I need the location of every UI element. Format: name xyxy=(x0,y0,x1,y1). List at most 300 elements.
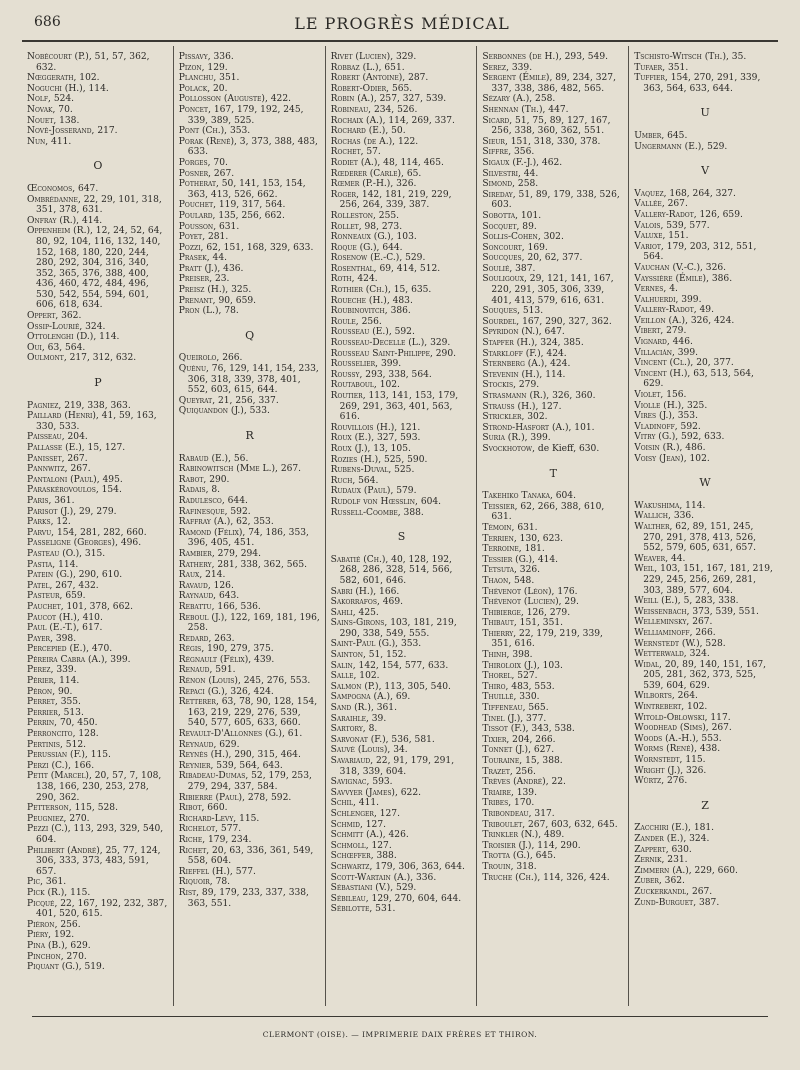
index-entry: Woods (A.-H.), 553. xyxy=(634,733,722,744)
index-entry: Nolf, 524. xyxy=(27,94,75,105)
index-entry: Vincent (H.), 63, 513, 564, 629. xyxy=(634,368,754,390)
index-entry: Raux, 214. xyxy=(178,570,226,581)
index-columns xyxy=(22,46,780,1006)
index-entry: Queyrat, 21, 256, 337. xyxy=(178,395,279,406)
index-entry: Sahli, 425. xyxy=(330,607,379,618)
index-entry: Rénon (Louis), 245, 276, 553. xyxy=(178,676,311,687)
index-entry: Planchu, 351. xyxy=(178,73,240,84)
index-entry: Riquoir, 78. xyxy=(178,877,231,888)
index-entry: Petterson, 115, 528. xyxy=(27,803,118,814)
letter-heading: T xyxy=(549,466,557,480)
index-entry: Roule, 256. xyxy=(330,316,382,327)
index-entry: Revault-D'Allonnes (G.), 61. xyxy=(178,729,303,740)
index-entry: Novak, 70. xyxy=(27,104,73,115)
index-entry: Pousson, 631. xyxy=(178,221,240,232)
index-entry: Rochard (E.), 50. xyxy=(330,126,406,137)
index-entry: Vernes, 4. xyxy=(634,284,678,295)
index-entry: Œconomos, 647. xyxy=(27,183,99,194)
index-entry: Rœmer (P.-H.), 326. xyxy=(330,179,417,190)
index-entry: Robbaz (L.), 651. xyxy=(330,62,405,73)
index-entry: Pratt (J.), 436. xyxy=(178,263,244,274)
index-entry: Parvu, 154, 281, 282, 660. xyxy=(27,527,147,538)
index-entry: Tessier (G.), 414. xyxy=(482,554,559,565)
index-column-5 xyxy=(628,46,780,1006)
index-entry: Prenant, 90, 659. xyxy=(178,295,257,306)
index-entry: Rosenthal, 69, 414, 512. xyxy=(330,263,441,274)
index-entry: Veillon (A.), 326, 424. xyxy=(634,315,735,326)
index-entry: Poncet, 167, 179, 192, 245, 339, 389, 525. xyxy=(178,104,304,126)
index-entry: Vauchan (V.-C.), 326. xyxy=(634,262,727,273)
index-entry: Rousseau Saint-Philippe, 290. xyxy=(330,348,457,359)
index-entry: Weil, 103, 151, 167, 181, 219, 229, 245, 256, 269, 281, 303, 389, 577, 604. xyxy=(634,564,773,596)
page-header xyxy=(28,14,776,36)
index-entry: Valhuerdi, 399. xyxy=(634,294,702,305)
index-entry: Wintrebert, 102. xyxy=(634,702,708,713)
index-entry: Weaver, 44. xyxy=(634,553,686,564)
index-entry: Ruch, 564. xyxy=(330,475,379,486)
index-entry: Sireday, 51, 89, 179, 338, 526, 603. xyxy=(482,189,620,211)
index-entry: Rist, 89, 179, 233, 337, 338, 363, 551. xyxy=(178,887,309,909)
index-entry: Saraihle, 39. xyxy=(330,713,387,724)
letter-heading: R xyxy=(245,429,254,442)
index-entry: Routier, 113, 141, 153, 179, 269, 291, 363, 401, 563, 616. xyxy=(330,391,459,423)
index-entry: Piquant (G.), 519. xyxy=(27,962,105,973)
index-entry: Pezzi (C.), 113, 293, 329, 540, 604. xyxy=(27,824,164,845)
index-entry: Tuffier, 154, 270, 291, 339, 363, 564, 633, 644. xyxy=(634,73,761,94)
index-entry: Piéron, 256. xyxy=(27,919,81,930)
index-entry: Zuckerkandl, 267. xyxy=(634,886,713,897)
index-entry: Rabinowitsch (Mme L.), 267. xyxy=(178,464,302,475)
index-entry: Wilborts, 264. xyxy=(634,691,698,702)
index-entry: Trotta (G.), 645. xyxy=(482,851,556,862)
index-entry: Vincent (Cl.), 20, 377. xyxy=(634,358,734,369)
index-entry: Pic, 361. xyxy=(27,877,67,888)
index-entry: Valuxe, 151. xyxy=(634,231,689,242)
index-entry: Perret, 355. xyxy=(27,697,81,708)
index-entry: Retterer, 63, 78, 90, 128, 154, 163, 219, 229, 276, 539, 540, 577, 605, 633, 660. xyxy=(178,697,318,729)
index-entry: Pick (R.), 115. xyxy=(27,887,91,898)
index-entry: Sand (R.), 361. xyxy=(330,703,397,714)
index-entry: Passeligne (Georges), 496. xyxy=(27,538,142,549)
index-entry: Sains-Girons, 103, 181, 219, 290, 338, 549, 555. xyxy=(330,618,457,639)
index-entry: Nouet, 138. xyxy=(27,115,80,126)
index-entry: Vallery-Radot, 49. xyxy=(634,305,714,316)
index-entry: Rochaix (A.), 114, 269, 337. xyxy=(330,115,455,126)
index-entry: Schil, 411. xyxy=(330,798,380,809)
index-entry: Pastia, 114. xyxy=(27,559,79,570)
index-entry: Sébileau, 129, 270, 604, 644. xyxy=(330,893,462,904)
index-entry: Preiser, 23. xyxy=(178,274,230,285)
index-entry: Nun, 411. xyxy=(27,136,72,147)
index-entry: Paraskérovoulos, 154. xyxy=(27,485,122,496)
index-entry: Raynaud, 643. xyxy=(178,591,240,602)
index-entry: Prasek, 44. xyxy=(178,253,227,264)
index-entry: Ramond (Félix), 74, 186, 353, 396, 405, 451. xyxy=(178,527,309,549)
index-entry: Tixier, 204, 266. xyxy=(482,734,556,745)
index-entry: Vignard, 446. xyxy=(634,337,693,348)
index-entry: Perroncito, 128. xyxy=(27,729,99,740)
index-entry: Sampogna (A.), 69. xyxy=(330,692,411,703)
index-entry: Stockis, 279. xyxy=(482,380,540,391)
index-entry: Soulié, 387. xyxy=(482,263,536,274)
index-entry: Paris, 361. xyxy=(27,495,75,506)
index-entry: Shennan (Th.), 447. xyxy=(482,104,569,115)
index-entry: Pozzi, 62, 151, 168, 329, 633. xyxy=(178,242,314,253)
index-entry: Umber, 645. xyxy=(634,130,688,141)
index-entry: Zimmern (A.), 229, 660. xyxy=(634,865,738,876)
index-entry: Sourdel, 167, 290, 327, 362. xyxy=(482,316,612,327)
index-entry: Spyridon (N.), 647. xyxy=(482,327,565,338)
index-entry: Poulard, 135, 256, 662. xyxy=(178,210,285,221)
index-entry: Worms (René), 438. xyxy=(634,744,721,755)
index-entry: Perussian (F.), 115. xyxy=(27,750,111,761)
index-entry: Voisy (Jean), 102. xyxy=(634,453,710,464)
index-entry: Picqué, 22, 167, 192, 232, 387, 401, 520, 615. xyxy=(27,898,168,920)
index-entry: Quénu, 76, 129, 141, 154, 233, 306, 318, 339, 378, 401, 552, 603, 615, 644. xyxy=(178,364,319,396)
index-entry: Troisier (J.), 114, 290. xyxy=(482,840,581,851)
index-entry: Savvyer (James), 622. xyxy=(330,787,422,798)
letter-heading: Q xyxy=(245,328,255,342)
index-entry: Scott-Wartain (A.), 336. xyxy=(330,872,437,883)
index-entry: Vallée, 267. xyxy=(634,199,688,210)
index-entry: Schmid, 127. xyxy=(330,819,387,830)
index-column-4 xyxy=(476,46,628,1006)
index-entry: Ravaud, 126. xyxy=(178,580,234,591)
index-entry: Zander (E.), 324. xyxy=(634,834,710,844)
index-entry: Nœggerath, 102. xyxy=(27,73,100,84)
index-entry: Strickler, 302. xyxy=(482,412,548,423)
index-entry: Pasteau (O.), 315. xyxy=(27,548,106,559)
index-entry: Panisset, 267. xyxy=(27,453,88,464)
index-entry: Pantaloni (Paul), 495. xyxy=(27,474,123,485)
index-entry: Parisot (J.), 29, 279. xyxy=(27,506,117,517)
index-entry: Witold-Oblowski, 117. xyxy=(634,712,731,723)
letter-heading: P xyxy=(94,376,102,390)
index-entry: Wakushima, 114. xyxy=(634,500,706,511)
index-entry: Stapfer (H.), 324, 385. xyxy=(482,338,584,349)
index-entry: Roux (E.), 327, 593. xyxy=(330,433,421,444)
index-entry: Strond-Hasfort (A.), 101. xyxy=(482,422,595,433)
index-entry: Régis, 190, 279, 375. xyxy=(178,644,274,655)
index-entry: Peugniez, 270. xyxy=(27,813,90,824)
index-entry: Zuber, 362. xyxy=(634,876,685,887)
index-entry: Roth, 424. xyxy=(330,274,378,285)
index-entry: Roussy, 293, 338, 564. xyxy=(330,369,432,380)
index-entry: Pasteur, 659. xyxy=(27,591,86,602)
index-entry: Robert-Odier, 565. xyxy=(330,83,413,94)
index-entry: Terroine, 181. xyxy=(482,544,545,555)
index-entry: Soncourt, 169. xyxy=(482,242,548,253)
index-entry: Violle (H.), 325. xyxy=(634,400,708,411)
index-entry: Ribadeau-Dumas, 52, 179, 253, 279, 294, 337, 584. xyxy=(178,771,312,792)
index-entry: Percepied (E.), 470. xyxy=(27,644,113,655)
index-entry: Pouchet, 119, 317, 564. xyxy=(178,200,286,211)
index-entry: Oppenheim (R.), 12, 24, 52, 64, 80, 92, 104, 116, 132, 140, 152, 168, 180, 220, 244, 280, 292, 304, 316, 340, 352, 365, 376, 388, 400, 436, 460, 472, 484, 496, 530, 542, 554, 594, 601, 606, 618, 634. xyxy=(27,226,163,311)
index-entry: Paucot (H.), 410. xyxy=(27,612,103,623)
index-entry: Rousseau (E.), 592. xyxy=(330,327,415,338)
index-entry: Tetsuta, 326. xyxy=(482,565,541,576)
index-entry: Riche, 179, 234. xyxy=(178,834,252,845)
index-entry: Pertinis, 512. xyxy=(27,739,87,750)
index-entry: Tribondeau, 317. xyxy=(482,808,555,819)
index-entry: Sakorrafos, 469. xyxy=(330,597,403,608)
index-entry: Welliaminoff, 266. xyxy=(634,627,716,638)
index-entry: Rosenow (E.-C.), 529. xyxy=(330,253,426,264)
index-entry: Rambier, 279, 294. xyxy=(178,548,261,559)
index-entry: Thibierge, 126, 279. xyxy=(482,607,571,618)
index-entry: Stevenin (H.), 114. xyxy=(482,369,566,380)
index-entry: Serbonnes (de H.), 293, 549. xyxy=(482,52,609,62)
index-entry: Thévenot (Lucien), 29. xyxy=(482,597,579,608)
index-entry: Tufaer, 351. xyxy=(634,62,689,73)
index-entry: Wornstedt, 115. xyxy=(634,755,706,766)
index-entry: Redard, 263. xyxy=(178,633,235,644)
index-entry: Vaquez, 168, 264, 327. xyxy=(634,188,736,199)
index-entry: Salin, 142, 154, 577, 633. xyxy=(330,660,449,671)
index-entry: Perez, 339. xyxy=(27,665,77,676)
index-entry: Rousseau-Decelle (L.), 329. xyxy=(330,338,451,349)
index-entry: Thuillé, 330. xyxy=(482,692,540,703)
index-entry: Roque (G.), 644. xyxy=(330,242,403,253)
index-entry: Zund-Burguet, 387. xyxy=(634,897,720,908)
index-entry: Sigaux (F.-J.), 462. xyxy=(482,157,563,168)
index-entry: Villacián, 399. xyxy=(634,347,699,358)
index-entry: Ossip-Lourié, 324. xyxy=(27,321,106,332)
index-entry: Salmon (P.), 113, 305, 540. xyxy=(330,681,451,692)
index-entry: Témoin, 631. xyxy=(482,522,538,533)
index-entry: Noguchi (H.), 114. xyxy=(27,83,109,94)
index-entry: Savignac, 593. xyxy=(330,777,393,788)
index-entry: Vayssière (Émile), 386. xyxy=(634,273,733,284)
index-entry: Tschisto-Witsch (Th.), 35. xyxy=(634,52,747,62)
index-entry: Reynier, 539, 564, 643. xyxy=(178,760,283,771)
index-entry: Ronneaux (G.), 103. xyxy=(330,232,417,243)
index-entry: Rœderer (Carle), 65. xyxy=(330,168,422,179)
index-entry: Sergent (Émile), 89, 234, 327, 337, 338, 386, 482, 565. xyxy=(482,73,616,94)
index-entry: Raffray (A.), 62, 353. xyxy=(178,517,274,528)
index-entry: Terrien, 130, 623. xyxy=(482,533,564,544)
index-entry: Radulesco, 644. xyxy=(178,495,248,506)
index-entry: Weissenbach, 373, 539, 551. xyxy=(634,606,759,617)
index-entry: Polack, 20. xyxy=(178,83,228,94)
index-entry: Sieur, 151, 318, 330, 378. xyxy=(482,136,601,147)
index-entry: Trazet, 256. xyxy=(482,766,536,777)
index-entry: Périer, 114. xyxy=(27,676,80,687)
index-entry: Vibert, 279. xyxy=(634,326,687,337)
index-entry: Wetterwald, 324. xyxy=(634,649,710,660)
index-entry: Reboul (J.), 122, 169, 181, 196, 258. xyxy=(178,612,320,634)
index-entry: Robin (A.), 257, 327, 539. xyxy=(330,94,447,105)
index-entry: Rubens-Duval, 525. xyxy=(330,465,415,476)
index-entry: Thaon, 548. xyxy=(482,575,535,586)
index-entry: Schlenger, 127. xyxy=(330,808,400,819)
index-entry: Paisseau, 204. xyxy=(27,432,88,443)
index-entry: Reynaud, 629. xyxy=(178,739,240,750)
index-entry: Pauchet, 101, 378, 662. xyxy=(27,601,134,612)
index-entry: Rabaud (E.), 56. xyxy=(178,453,249,464)
index-entry: Siffre, 356. xyxy=(482,147,535,158)
index-entry: Oppert, 362. xyxy=(27,311,82,322)
index-entry: Sabri (H.), 166. xyxy=(330,586,400,597)
index-entry: Schmitt (A.), 426. xyxy=(330,830,409,841)
index-entry: Porges, 70. xyxy=(178,157,228,168)
index-entry: Rudolf von Hœsslin, 604. xyxy=(330,496,442,507)
index-entry: Vallery-Radot, 126, 659. xyxy=(634,209,743,220)
index-entry: Rathery, 281, 338, 362, 565. xyxy=(178,559,308,570)
index-entry: Violet, 156. xyxy=(634,390,687,401)
index-entry: Strasmann (R.), 326, 360. xyxy=(482,391,596,401)
index-entry: Tiffeneau, 565. xyxy=(482,703,549,714)
index-entry: Schmoll, 127. xyxy=(330,840,392,851)
index-entry: Péron, 90. xyxy=(27,686,73,697)
index-entry: Variot, 179, 203, 312, 551, 564. xyxy=(634,241,757,263)
index-entry: Socquet, 89. xyxy=(482,221,537,232)
index-column-1 xyxy=(22,46,173,1006)
footer-rule xyxy=(32,1016,768,1017)
index-entry: Truche (Ch.), 114, 326, 424. xyxy=(482,872,610,883)
index-entry: Pannwitz, 267. xyxy=(27,464,91,475)
index-entry: Russell-Coombe, 388. xyxy=(330,507,424,518)
index-entry: Thierry, 22, 179, 219, 339, 351, 616. xyxy=(482,628,603,650)
letter-heading: S xyxy=(397,530,406,544)
letter-heading: U xyxy=(700,106,710,120)
index-entry: Pallasse (E.), 15, 127. xyxy=(27,443,126,453)
letter-heading: Z xyxy=(701,798,709,812)
index-entry: Potherat, 50, 141, 153, 154, 363, 413, 526, 662. xyxy=(178,179,306,200)
index-entry: Routaboul, 102. xyxy=(330,380,400,391)
index-entry: Preisz (H.), 325. xyxy=(178,285,252,296)
index-entry: Walther, 62, 89, 151, 245, 270, 291, 378, 413, 526, 552, 579, 605, 631, 657. xyxy=(634,521,756,554)
index-entry: Patein (G.), 290, 610. xyxy=(27,570,123,581)
index-entry: Perrin, 70, 450. xyxy=(27,718,98,729)
index-entry: Péreira Cabra (A.), 399. xyxy=(27,654,131,665)
index-entry: Petit (Marcel), 20, 57, 7, 108, 138, 166, 230, 253, 278, 290, 362. xyxy=(27,771,162,803)
index-entry: Ungermann (E.), 529. xyxy=(634,141,728,152)
index-entry: Serez, 339. xyxy=(482,62,533,73)
index-entry: Oui, 63, 564. xyxy=(27,342,86,353)
index-entry: Paul (E.-T.), 617. xyxy=(27,623,103,634)
index-entry: Teissier, 62, 266, 388, 610, 631. xyxy=(482,501,605,523)
index-entry: Rozies (H.), 525, 590. xyxy=(330,454,428,465)
index-entry: Sollis-Cohen, 302. xyxy=(482,232,564,243)
index-entry: Rolleston, 255. xyxy=(330,210,400,221)
index-entry: Wernstedt (W.), 528. xyxy=(634,638,726,649)
index-entry: Schwartz, 179, 306, 363, 644. xyxy=(330,861,465,872)
index-entry: Triaire, 139. xyxy=(482,787,537,798)
index-entry: Pollosson (Auguste), 422. xyxy=(178,94,291,105)
index-entry: Zappert, 630. xyxy=(634,844,692,855)
letter-heading: W xyxy=(699,476,711,490)
index-entry: Takehiko Tanaka, 604. xyxy=(482,491,576,502)
index-entry: Sainton, 51, 152. xyxy=(330,650,407,661)
letter-heading: V xyxy=(701,164,710,178)
index-entry: Reynès (H.), 290, 315, 464. xyxy=(178,750,301,761)
index-column-3 xyxy=(325,46,477,1006)
index-entry: Rudaux (Paul), 579. xyxy=(330,486,417,497)
index-entry: Thiro, 483, 553. xyxy=(482,681,555,692)
index-entry: Roubinovitch, 386. xyxy=(330,306,411,317)
index-entry: Rafinesque, 592. xyxy=(178,506,251,517)
index-entry: Radais, 8. xyxy=(178,485,221,496)
index-entry: Thévenot (Léon), 176. xyxy=(482,586,578,597)
index-entry: Soucques, 20, 62, 377. xyxy=(482,253,583,264)
index-entry: Piéry, 192. xyxy=(27,930,75,941)
index-entry: Robert (Antoine), 287. xyxy=(330,73,429,84)
index-entry: Nové-Josserand, 217. xyxy=(27,126,118,137)
index-entry: Rivet (Lucien), 329. xyxy=(330,52,417,62)
index-entry: Payer, 398. xyxy=(27,633,77,644)
index-entry: Perzi (C.), 166. xyxy=(27,760,95,771)
index-entry: Robineau, 234, 526. xyxy=(330,104,418,115)
index-entry: Parks, 12. xyxy=(27,517,71,528)
index-entry: Souligoux, 29, 121, 141, 167, 220, 291, 305, 306, 339, 401, 413, 579, 616, 631. xyxy=(482,274,614,306)
index-entry: Vladinoff, 592. xyxy=(634,421,701,432)
index-entry: Trouin, 318. xyxy=(482,861,537,872)
index-entry: Wallich, 336. xyxy=(634,511,695,522)
index-entry: Vitry (G.), 592, 633. xyxy=(634,432,725,443)
index-entry: Ottolenghi (D.), 114. xyxy=(27,332,120,343)
index-entry: Sébilotte, 531. xyxy=(330,904,396,915)
index-entry: Rousselier, 399. xyxy=(330,359,402,370)
index-entry: Salle, 102. xyxy=(330,671,380,682)
index-entry: Thinh, 398. xyxy=(482,650,533,661)
index-entry: Richet, 20, 63, 336, 361, 549, 558, 604. xyxy=(178,845,314,867)
index-entry: Oulmont, 217, 312, 632. xyxy=(27,353,137,364)
index-entry: Sicard, 51, 75, 89, 127, 167, 256, 338, 360, 362, 551. xyxy=(482,115,611,137)
index-entry: Suria (R.), 399. xyxy=(482,433,551,444)
index-entry: Pron (L.), 78. xyxy=(178,306,239,317)
index-entry: Patel, 267, 432. xyxy=(27,580,99,591)
index-entry: Savariaud, 22, 91, 179, 291, 318, 339, 604. xyxy=(330,756,455,777)
index-entry: Thibaut, 151, 351. xyxy=(482,618,564,629)
index-entry: Pinchon, 270. xyxy=(27,951,87,962)
index-entry: Richelot, 577. xyxy=(178,824,242,835)
index-entry: Widal, 20, 89, 140, 151, 167, 205, 281, 362, 373, 525, 539, 604, 629. xyxy=(634,659,767,691)
index-entry: Rieffel (H.), 577. xyxy=(178,866,256,877)
index-entry: Würtz, 276. xyxy=(634,776,688,787)
index-entry: Régnault (Félix), 439. xyxy=(178,654,275,665)
index-entry: Sézary (A.), 258. xyxy=(482,94,556,105)
header-rule xyxy=(22,40,778,42)
index-entry: Trinkler (N.), 489. xyxy=(482,830,565,841)
index-entry: Philibert (André), 25, 77, 124, 306, 333, 373, 483, 591, 657. xyxy=(27,845,161,877)
index-entry: Voisin (R.), 486. xyxy=(634,443,706,453)
journal-title: LE PROGRÈS MÉDICAL xyxy=(294,14,510,33)
index-entry: Rothier (Ch.), 15, 635. xyxy=(330,285,432,296)
index-entry: Rebattu, 166, 536. xyxy=(178,601,261,612)
letter-heading: O xyxy=(93,159,103,173)
index-entry: Sartory, 8. xyxy=(330,724,378,735)
index-entry: Porak (René), 3, 373, 388, 483, 633. xyxy=(178,136,318,158)
index-entry: Trèves (André), 22. xyxy=(482,777,566,788)
index-entry: Woodhead (Sims), 267. xyxy=(634,723,732,734)
index-entry: Weill (E.), 5, 283, 338. xyxy=(634,596,739,607)
index-entry: Pissavy, 336. xyxy=(178,52,234,62)
index-column-2 xyxy=(173,46,325,1006)
index-entry: Touraine, 15, 388. xyxy=(482,756,563,766)
index-entry: Zacchiri (E.), 181. xyxy=(634,823,715,834)
index-entry: Quiquandon (J.), 533. xyxy=(178,406,270,417)
index-entry: Pagniez, 219, 338, 363. xyxy=(27,400,131,411)
index-entry: Pizon, 129. xyxy=(178,62,228,73)
index-entry: Tissot (F.), 343, 538. xyxy=(482,724,575,735)
index-entry: Souques, 513. xyxy=(482,306,544,317)
index-entry: Vires (J.), 353. xyxy=(634,411,698,422)
index-entry: Rodiet (A.), 48, 114, 465. xyxy=(330,157,444,168)
index-entry: Sauvé (Louis), 34. xyxy=(330,745,408,756)
index-entry: Rochet, 57. xyxy=(330,147,381,158)
index-entry: Nobécourt (P.), 51, 57, 362, 632. xyxy=(27,52,150,73)
